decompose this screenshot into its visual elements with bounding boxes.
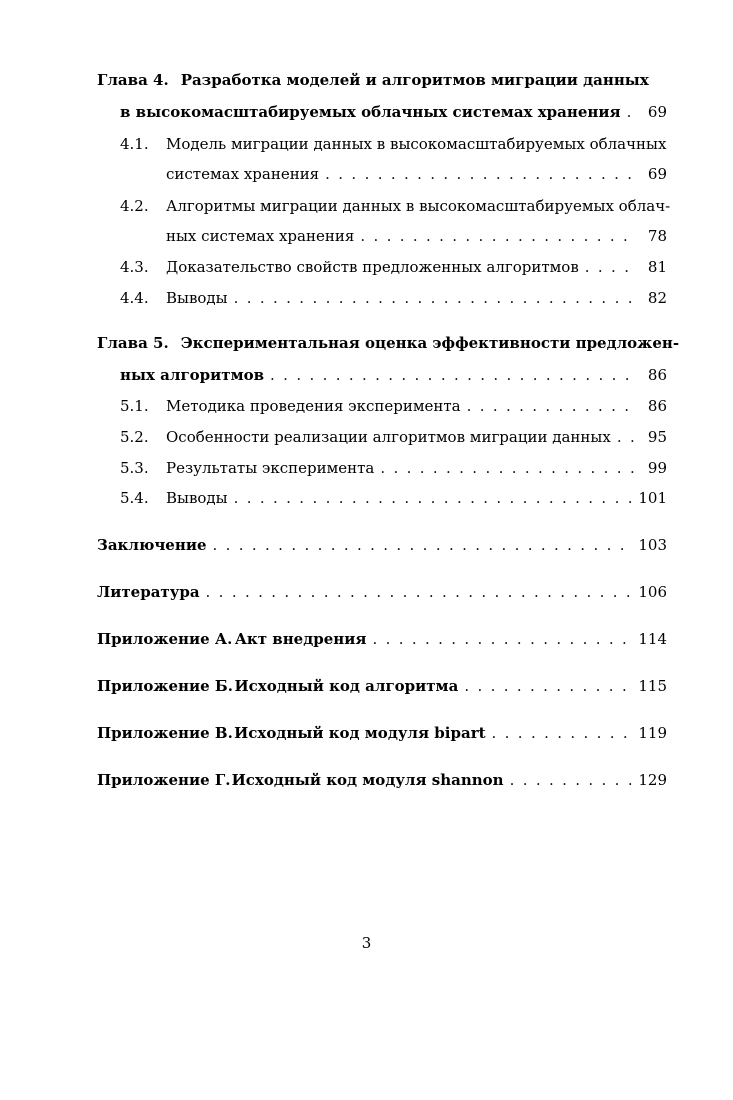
section-number: 4.1. (120, 135, 149, 153)
section-4-2-entry[interactable] (166, 226, 667, 246)
appendix-b-entry[interactable] (97, 676, 667, 696)
appendix-page: 115 (638, 677, 667, 695)
chapter-4-page: 69 (647, 103, 667, 121)
appendix-title: Исходный код модуля shannon (231, 771, 504, 789)
section-4-1-line1[interactable] (120, 134, 666, 154)
appendix-label: Приложение А. (97, 630, 233, 648)
section-4-3-entry[interactable] (120, 257, 667, 277)
literature-title: Литература (97, 583, 200, 601)
section-5-3-entry[interactable] (120, 458, 667, 478)
chapter-4-title-line2: в высокомасштабируемых облачных системах хранения (120, 103, 621, 121)
section-title: Особенности реализации алгоритмов миграции данных (166, 428, 611, 446)
chapter-5-title-line1: Экспериментальная оценка эффективности предложен- (180, 334, 680, 352)
appendix-label: Приложение Б. (97, 677, 233, 695)
section-title: Выводы (166, 289, 228, 307)
section-number: 4.3. (120, 258, 149, 276)
conclusion-title: Заключение (97, 536, 207, 554)
section-page: 101 (638, 489, 667, 507)
section-page: 95 (647, 428, 667, 446)
section-title-cont: системах хранения (166, 165, 320, 183)
appendix-page: 114 (638, 630, 667, 648)
section-5-4-entry[interactable] (120, 488, 667, 508)
section-4-2-line1[interactable] (120, 196, 670, 216)
chapter-4-title-line1: Разработка моделей и алгоритмов миграции данных (180, 71, 649, 89)
section-number: 5.1. (120, 397, 149, 415)
chapter-5-heading (97, 333, 679, 353)
section-number: 5.4. (120, 489, 149, 507)
appendix-page: 129 (638, 771, 667, 789)
chapter-5-entry[interactable] (120, 365, 667, 385)
section-page: 99 (647, 459, 667, 477)
appendix-title: Исходный код алгоритма (234, 677, 459, 695)
appendix-title: Акт внедрения (234, 630, 367, 648)
section-title: Модель миграции данных в высокомасштабируемых облачных (166, 135, 667, 153)
chapter-5-title-line2: ных алгоритмов (120, 366, 265, 384)
appendix-g-entry[interactable] (97, 770, 667, 790)
section-page: 81 (647, 258, 667, 276)
chapter-4-label: Глава 4. (97, 71, 169, 89)
section-4-4-entry[interactable] (120, 288, 667, 308)
conclusion-page: 103 (638, 536, 667, 554)
section-5-2-entry[interactable] (120, 427, 667, 447)
appendix-page: 119 (638, 724, 667, 742)
chapter-4-entry[interactable] (120, 102, 667, 122)
section-page: 69 (647, 165, 667, 183)
appendix-label: Приложение Г. (97, 771, 231, 789)
literature-entry[interactable] (97, 582, 667, 602)
section-title: Алгоритмы миграции данных в высокомасштабируемых облач- (166, 197, 671, 215)
chapter-5-page: 86 (647, 366, 667, 384)
page-number: 3 (361, 934, 372, 952)
appendix-v-entry[interactable] (97, 723, 667, 743)
section-title: Методика проведения эксперимента (166, 397, 461, 415)
chapter-4-heading (97, 70, 649, 90)
section-title: Выводы (166, 489, 228, 507)
section-number: 5.3. (120, 459, 149, 477)
appendix-a-entry[interactable] (97, 629, 667, 649)
chapter-5-label: Глава 5. (97, 334, 169, 352)
appendix-title: Исходный код модуля bipart (234, 724, 486, 742)
section-page: 86 (647, 397, 667, 415)
section-4-1-entry[interactable] (166, 164, 667, 184)
section-number: 4.4. (120, 289, 149, 307)
section-title: Доказательство свойств предложенных алгоритмов (166, 258, 579, 276)
section-5-1-entry[interactable] (120, 396, 667, 416)
section-title-cont: ных системах хранения (166, 227, 355, 245)
section-title: Результаты эксперимента (166, 459, 375, 477)
section-number: 5.2. (120, 428, 149, 446)
conclusion-entry[interactable] (97, 535, 667, 555)
section-page: 78 (647, 227, 667, 245)
section-number: 4.2. (120, 197, 149, 215)
section-page: 82 (647, 289, 667, 307)
appendix-label: Приложение В. (97, 724, 233, 742)
literature-page: 106 (638, 583, 667, 601)
